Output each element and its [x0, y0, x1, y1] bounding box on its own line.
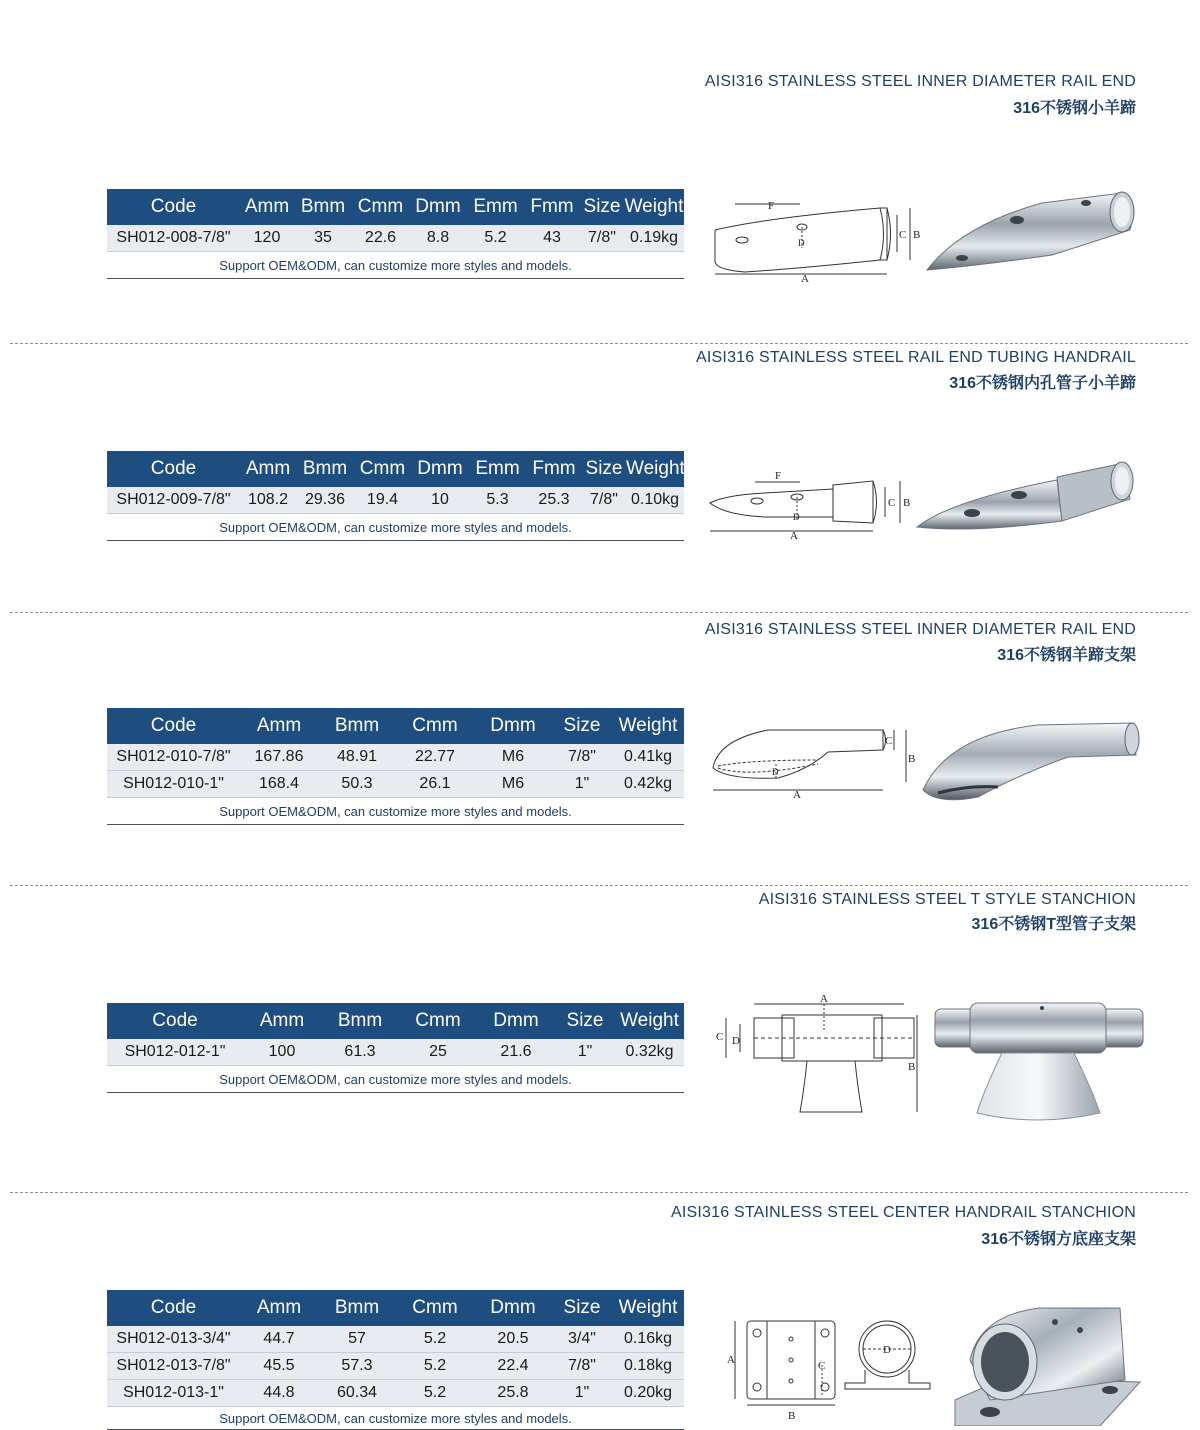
oem-note: Support OEM&ODM, can customize more styles and models.: [107, 252, 684, 279]
cell: 5.2: [396, 1326, 474, 1353]
product-photo: [932, 995, 1144, 1130]
table-header-row: [107, 1290, 684, 1326]
cell-code: SH012-013-3/4": [107, 1326, 240, 1353]
header-cell: Emm: [469, 451, 526, 487]
cell: 1": [552, 771, 612, 798]
cell: 0.18kg: [612, 1353, 684, 1380]
table-row: [107, 225, 684, 252]
note-row: [107, 1407, 684, 1430]
cell: 26.1: [396, 771, 474, 798]
note-row: [107, 252, 684, 279]
cell: 57.3: [318, 1353, 396, 1380]
dimension-label-d: D: [798, 238, 805, 248]
product-title-cn: 316不锈钢T型管子支架: [971, 916, 1136, 933]
header-cell: Dmm: [409, 189, 467, 225]
header-cell: Size: [552, 708, 612, 744]
header-cell: Cmm: [352, 189, 409, 225]
dimension-label-a: A: [801, 273, 809, 285]
technical-drawing: [712, 990, 927, 1120]
cell: 10: [411, 487, 469, 514]
cell: 5.2: [396, 1353, 474, 1380]
cell: 0.16kg: [612, 1326, 684, 1353]
cell: 50.3: [318, 771, 396, 798]
spec-table: [107, 708, 684, 825]
header-cell: Code: [107, 1290, 240, 1326]
cell: 0.20kg: [612, 1380, 684, 1407]
cell: 100: [243, 1039, 321, 1066]
product-photo: [950, 1300, 1145, 1426]
header-cell: Size: [555, 1003, 615, 1039]
header-cell: Weight: [612, 708, 684, 744]
cell-code: SH012-010-1": [107, 771, 240, 798]
header-cell: Amm: [240, 189, 294, 225]
technical-drawing: [725, 1315, 937, 1425]
cell: 44.8: [240, 1380, 318, 1407]
cell: 8.8: [409, 225, 467, 252]
dimension-label-b: B: [908, 753, 916, 765]
header-cell: Emm: [467, 189, 524, 225]
table-header-row: [107, 451, 684, 487]
dimension-label-d: D: [793, 512, 800, 522]
header-cell: Code: [107, 451, 240, 487]
product-title-cn: 316不锈钢羊蹄支架: [997, 647, 1136, 664]
dimension-label-d: D: [883, 1344, 891, 1356]
cell: M6: [474, 771, 552, 798]
oem-note: Support OEM&ODM, can customize more styles and models.: [107, 1407, 684, 1430]
table-header-row: [107, 1003, 684, 1039]
table-row: [107, 1380, 684, 1407]
cell: 35: [294, 225, 352, 252]
dimension-label-a: A: [790, 530, 798, 540]
oem-note: Support OEM&ODM, can customize more styles and models.: [107, 1066, 684, 1093]
cell: 61.3: [321, 1039, 399, 1066]
cell: 1": [555, 1039, 615, 1066]
cell: 44.7: [240, 1326, 318, 1353]
cell: 20.5: [474, 1326, 552, 1353]
cell: 7/8": [552, 744, 612, 771]
table-row: [107, 771, 684, 798]
cell: 120: [240, 225, 294, 252]
product-title-en: AISI316 STAINLESS STEEL CENTER HANDRAIL STANCHION: [670, 1204, 1136, 1221]
cell: 108.2: [240, 487, 296, 514]
header-cell: Size: [582, 451, 626, 487]
cell: 21.6: [477, 1039, 555, 1066]
dimension-label-c: C: [885, 735, 893, 747]
cell: 1": [552, 1380, 612, 1407]
header-cell: Weight: [612, 1290, 684, 1326]
header-cell: Amm: [240, 451, 296, 487]
cell: 0.42kg: [612, 771, 684, 798]
cell: 22.4: [474, 1353, 552, 1380]
cell: 22.77: [396, 744, 474, 771]
header-cell: Bmm: [318, 708, 396, 744]
header-cell: Size: [552, 1290, 612, 1326]
cell: 57: [318, 1326, 396, 1353]
header-cell: Dmm: [474, 1290, 552, 1326]
table-row: [107, 487, 684, 514]
dimension-label-b: B: [908, 1061, 916, 1073]
header-cell: Code: [107, 189, 240, 225]
cell: 19.4: [354, 487, 411, 514]
dimension-label-a: A: [820, 993, 828, 1005]
cell: 22.6: [352, 225, 409, 252]
header-cell: Dmm: [411, 451, 469, 487]
cell: 7/8": [580, 225, 624, 252]
header-cell: Size: [580, 189, 624, 225]
cell-code: SH012-009-7/8": [107, 487, 240, 514]
spec-table: [107, 1003, 684, 1093]
cell-code: SH012-010-7/8": [107, 744, 240, 771]
header-cell: Cmm: [396, 708, 474, 744]
section-divider: [10, 343, 1188, 344]
dimension-label-d: D: [772, 767, 779, 777]
cell: 0.32kg: [615, 1039, 684, 1066]
dimension-label-d: D: [732, 1035, 740, 1047]
table-row: [107, 1326, 684, 1353]
spec-table: [107, 1290, 684, 1430]
header-cell: Cmm: [399, 1003, 477, 1039]
dimension-label-b: B: [913, 229, 920, 241]
table-header-row: [107, 708, 684, 744]
cell: 60.34: [318, 1380, 396, 1407]
header-cell: Bmm: [296, 451, 354, 487]
dimension-label-a: A: [727, 1354, 735, 1366]
dimension-label-b: B: [788, 1410, 796, 1422]
product-title-en: AISI316 STAINLESS STEEL RAIL END TUBING HANDRAIL: [696, 349, 1136, 366]
table-row: [107, 744, 684, 771]
header-cell: Cmm: [354, 451, 411, 487]
section-divider: [10, 1192, 1188, 1193]
technical-drawing: [705, 190, 920, 285]
header-cell: Dmm: [477, 1003, 555, 1039]
product-photo: [918, 715, 1143, 805]
cell: 167.86: [240, 744, 318, 771]
cell: 7/8": [582, 487, 626, 514]
dimension-label-c: C: [888, 497, 896, 509]
header-cell: Dmm: [474, 708, 552, 744]
cell: 5.2: [467, 225, 524, 252]
header-cell: Bmm: [318, 1290, 396, 1326]
cell: 45.5: [240, 1353, 318, 1380]
cell-code: SH012-008-7/8": [107, 225, 240, 252]
product-title-en: AISI316 STAINLESS STEEL T STYLE STANCHION: [758, 891, 1136, 908]
cell: 29.36: [296, 487, 354, 514]
header-cell: Amm: [240, 708, 318, 744]
technical-drawing: [708, 720, 918, 802]
cell: 7/8": [552, 1353, 612, 1380]
cell-code: SH012-013-7/8": [107, 1353, 240, 1380]
product-title-cn: 316不锈钢内孔管子小羊蹄: [949, 375, 1136, 392]
cell-code: SH012-013-1": [107, 1380, 240, 1407]
cell: 25.8: [474, 1380, 552, 1407]
table-row: [107, 1039, 684, 1066]
header-cell: Fmm: [526, 451, 582, 487]
dimension-label-c: C: [716, 1031, 724, 1043]
technical-drawing: [705, 465, 915, 540]
cell: 25.3: [526, 487, 582, 514]
header-cell: Bmm: [321, 1003, 399, 1039]
header-cell: Code: [107, 708, 240, 744]
cell: 0.41kg: [612, 744, 684, 771]
note-row: [107, 514, 684, 541]
dimension-label-f: F: [768, 200, 775, 212]
product-photo: [922, 185, 1142, 280]
cell-code: SH012-012-1": [107, 1039, 243, 1066]
cell: 5.2: [396, 1380, 474, 1407]
dimension-label-b: B: [903, 497, 911, 509]
product-title-en: AISI316 STAINLESS STEEL INNER DIAMETER RAIL END: [704, 73, 1136, 90]
table-row: [107, 1353, 684, 1380]
spec-table: [107, 189, 684, 279]
cell: 48.91: [318, 744, 396, 771]
section-divider: [10, 612, 1188, 613]
cell: 0.19kg: [624, 225, 684, 252]
header-cell: Weight: [626, 451, 684, 487]
header-cell: Weight: [615, 1003, 684, 1039]
header-cell: Weight: [624, 189, 684, 225]
header-cell: Cmm: [396, 1290, 474, 1326]
header-cell: Code: [107, 1003, 243, 1039]
header-cell: Amm: [243, 1003, 321, 1039]
header-cell: Amm: [240, 1290, 318, 1326]
cell: 25: [399, 1039, 477, 1066]
header-cell: Fmm: [524, 189, 580, 225]
product-photo: [912, 455, 1137, 537]
cell: 0.10kg: [626, 487, 684, 514]
cell: 168.4: [240, 771, 318, 798]
dimension-label-f: F: [775, 470, 782, 482]
note-row: [107, 1066, 684, 1093]
cell: 5.3: [469, 487, 526, 514]
note-row: [107, 798, 684, 825]
cell: 43: [524, 225, 580, 252]
product-title-en: AISI316 STAINLESS STEEL INNER DIAMETER RAIL END: [704, 621, 1136, 638]
oem-note: Support OEM&ODM, can customize more styles and models.: [107, 514, 684, 541]
spec-table: [107, 451, 684, 541]
header-cell: Bmm: [294, 189, 352, 225]
dimension-label-c: C: [818, 1360, 826, 1372]
oem-note: Support OEM&ODM, can customize more styles and models.: [107, 798, 684, 825]
dimension-label-c: C: [899, 229, 907, 241]
cell: 3/4": [552, 1326, 612, 1353]
product-title-cn: 316不锈钢方底座支架: [981, 1231, 1136, 1248]
table-header-row: [107, 189, 684, 225]
dimension-label-a: A: [793, 789, 801, 801]
product-title-cn: 316不锈钢小羊蹄: [1013, 100, 1136, 117]
section-divider: [10, 885, 1188, 886]
cell: M6: [474, 744, 552, 771]
